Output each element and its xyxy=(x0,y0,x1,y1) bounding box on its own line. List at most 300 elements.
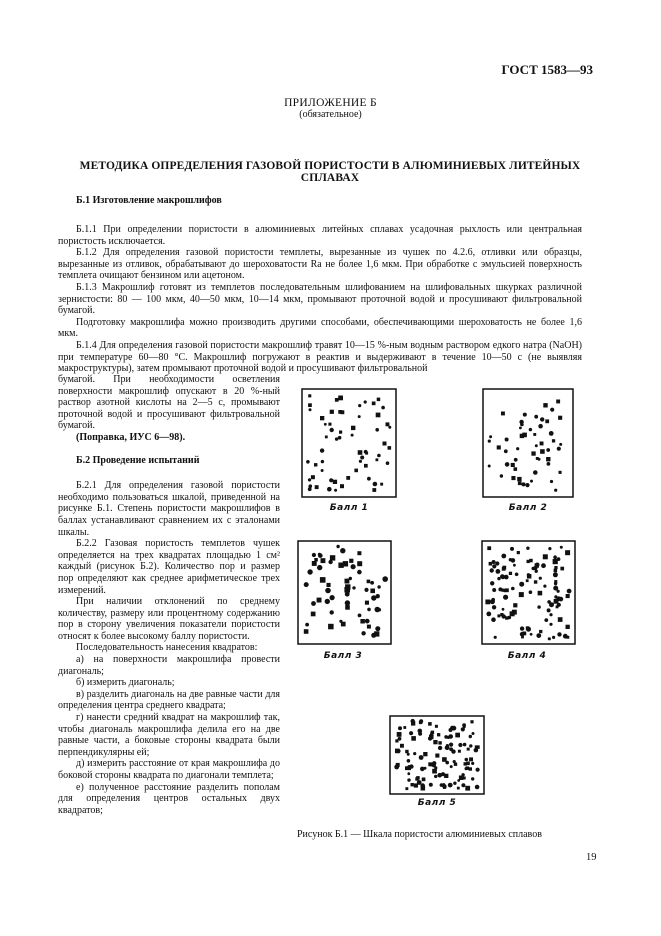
pore-mark xyxy=(371,633,376,638)
pore-mark xyxy=(519,427,522,430)
pore-mark xyxy=(501,412,505,416)
pore-mark xyxy=(418,729,423,734)
pore-mark xyxy=(445,745,450,750)
pore-mark xyxy=(330,555,335,560)
paragraph-b2-4: Последовательность нанесения квадратов: xyxy=(76,642,258,654)
pore-mark xyxy=(437,733,440,736)
pore-mark xyxy=(433,740,437,744)
pore-mark xyxy=(377,585,380,588)
pore-mark xyxy=(500,474,503,477)
pore-mark xyxy=(511,558,516,563)
pore-mark xyxy=(357,551,361,555)
porosity-square-1 xyxy=(301,388,397,498)
pore-mark xyxy=(540,417,544,421)
paragraph-b1-2: Б.1.2 Для определения газовой пористости темплеты, вырезанные из чушек по 4.2.6, отливки или образцы, вырезанные из отливок, обрабатывают до шероховатости Ra не более 1,6 мкм. При обработке с эмульсией поверхность темплета очищают бензином или ацетоном. xyxy=(58,247,582,282)
porosity-label-5: Балл 5 xyxy=(417,798,457,808)
pore-mark xyxy=(351,434,354,437)
pore-mark xyxy=(420,767,425,772)
pore-mark xyxy=(358,415,361,418)
pore-mark xyxy=(304,582,309,587)
pore-mark xyxy=(367,608,371,612)
pore-mark xyxy=(503,595,508,600)
pore-mark xyxy=(526,579,529,582)
porosity-sample-3 xyxy=(297,540,392,645)
page-number: 19 xyxy=(586,852,597,863)
pore-mark xyxy=(437,773,442,778)
pore-mark xyxy=(492,588,496,592)
pore-mark xyxy=(457,787,460,790)
pore-mark xyxy=(345,592,350,597)
pore-mark xyxy=(339,431,342,434)
pore-mark xyxy=(320,577,326,583)
pore-mark xyxy=(377,454,381,458)
pore-mark xyxy=(492,564,496,568)
pore-mark xyxy=(376,413,381,418)
pore-mark xyxy=(432,763,436,767)
pore-mark xyxy=(398,726,402,730)
pore-mark xyxy=(465,758,469,762)
porosity-sample-1 xyxy=(301,388,397,498)
pore-mark xyxy=(523,413,527,417)
pore-mark xyxy=(520,423,524,427)
pore-mark xyxy=(438,746,442,750)
pore-mark xyxy=(430,731,433,734)
pore-mark xyxy=(357,570,362,575)
pore-mark xyxy=(345,579,350,584)
pore-mark xyxy=(455,733,460,738)
pore-mark xyxy=(345,600,350,605)
pore-mark xyxy=(466,766,470,770)
pore-mark xyxy=(411,721,415,725)
pore-mark xyxy=(343,561,348,566)
paragraph-b1-3: Б.1.3 Макрошлиф готовят из темплетов последовательным шлифованием на шлифовальных шкурках различной зернистости: 80 — 100 мкм, 40—50 мкм, 10—14 мкм, промывают проточной водой и просушивают фильтровальной бумагой. xyxy=(58,281,582,317)
pore-mark xyxy=(553,555,557,559)
porosity-square-3 xyxy=(297,540,392,645)
pore-mark xyxy=(500,574,504,578)
document-title: МЕТОДИКА ОПРЕДЕЛЕНИЯ ГАЗОВОЙ ПОРИСТОСТИ В АЛЮМИНИЕВЫХ ЛИТЕЙНЫХ СПЛАВАХ xyxy=(79,160,581,184)
pore-mark xyxy=(403,726,406,729)
pore-mark xyxy=(492,560,496,564)
pore-mark xyxy=(338,396,343,401)
pore-mark xyxy=(501,554,506,559)
pore-mark xyxy=(503,589,507,593)
pore-mark xyxy=(340,548,345,553)
pore-mark xyxy=(548,637,551,640)
pore-mark xyxy=(338,436,342,440)
pore-mark xyxy=(471,762,474,765)
paragraph-b2-2: Б.2.2 Газовая пористость темплетов чушек определяется на трех квадратах площадью 1 см² каждый (рисунок Б.2). Количество пор и размер пор определяют как среднее арифметическое трех измерений. xyxy=(58,538,280,596)
pore-mark xyxy=(565,550,570,555)
pore-mark xyxy=(469,757,473,761)
pore-mark xyxy=(308,478,311,481)
pore-mark xyxy=(554,599,559,604)
pore-mark xyxy=(534,415,538,419)
pore-mark xyxy=(352,586,355,589)
pore-mark xyxy=(442,757,447,762)
pore-mark xyxy=(497,445,501,449)
pore-mark xyxy=(367,580,371,584)
pore-mark xyxy=(349,559,353,563)
porosity-sample-4 xyxy=(481,540,576,645)
pore-mark xyxy=(526,626,530,630)
pore-mark xyxy=(489,562,493,566)
pore-mark xyxy=(476,768,480,772)
pore-mark xyxy=(502,567,506,571)
appendix-title: ПРИЛОЖЕНИЕ Б xyxy=(284,97,377,109)
pore-mark xyxy=(563,634,568,639)
pore-mark xyxy=(491,617,496,622)
pore-mark xyxy=(470,720,473,723)
pore-mark xyxy=(538,424,543,429)
pore-mark xyxy=(516,447,519,450)
pore-mark xyxy=(371,595,376,600)
pore-mark xyxy=(407,765,411,769)
pore-mark xyxy=(435,754,439,758)
pore-mark xyxy=(381,406,385,410)
pore-mark xyxy=(324,423,327,426)
pore-mark xyxy=(458,750,461,753)
pore-mark xyxy=(510,547,514,551)
pore-mark xyxy=(535,444,538,447)
pore-mark xyxy=(550,408,554,412)
pore-mark xyxy=(327,487,332,492)
pore-mark xyxy=(328,560,332,564)
pore-mark xyxy=(312,561,317,566)
pore-mark xyxy=(533,566,537,570)
pore-mark xyxy=(498,587,502,591)
pore-mark xyxy=(549,623,552,626)
pore-mark xyxy=(502,608,505,611)
pore-mark xyxy=(467,748,470,751)
pore-mark xyxy=(549,613,552,616)
pore-mark xyxy=(511,476,515,480)
pore-mark xyxy=(444,774,448,778)
pore-mark xyxy=(545,419,549,423)
pore-mark xyxy=(511,463,515,467)
pore-mark xyxy=(464,762,467,765)
pore-mark xyxy=(434,775,437,778)
pore-mark xyxy=(536,633,541,638)
pore-mark xyxy=(376,458,379,461)
porosity-square-4 xyxy=(481,540,576,645)
pore-mark xyxy=(419,755,424,760)
pore-mark xyxy=(511,587,515,591)
pore-mark xyxy=(505,462,510,467)
pore-mark xyxy=(520,632,525,637)
paragraph-b1-5: Б.1.4 Для определения газовой пористости макрошлиф травят 10—15 %-ным водным раствором едкого натра (NaOH) при температуре 60—80 °С. Макрошлиф погружают в реактив и выдерживают в течение 10—50 с (не выявляя макроструктуры), затем промывают проточной водой и просушивают фильтровальной xyxy=(58,339,582,375)
pore-mark xyxy=(552,636,555,639)
pore-mark xyxy=(529,590,533,594)
pore-mark xyxy=(409,731,413,735)
pore-mark xyxy=(557,632,561,636)
pore-mark xyxy=(554,580,557,583)
pore-mark xyxy=(336,545,339,548)
pore-mark xyxy=(457,779,460,782)
pore-mark xyxy=(354,469,358,473)
pore-mark xyxy=(554,569,558,573)
pore-mark xyxy=(449,747,453,751)
pore-mark xyxy=(450,765,453,768)
pore-mark xyxy=(558,617,563,622)
pore-mark xyxy=(345,605,350,610)
pore-mark xyxy=(314,463,317,466)
pore-mark xyxy=(489,435,492,438)
pore-mark xyxy=(491,598,495,602)
pore-mark xyxy=(415,777,418,780)
list-item-d: д) измерить расстояние от края макрошлифа до боковой стороны квадрата по диагонали темплета; xyxy=(58,758,280,781)
pore-mark xyxy=(346,476,350,480)
pore-mark xyxy=(364,400,367,403)
pore-mark xyxy=(541,563,546,568)
pore-mark xyxy=(537,605,540,608)
pore-mark xyxy=(487,546,491,550)
section-b1-heading: Б.1 Изготовление макрошлифов xyxy=(76,195,222,206)
pore-mark xyxy=(320,448,324,452)
pore-mark xyxy=(549,602,554,607)
pore-mark xyxy=(557,447,561,451)
pore-mark xyxy=(444,735,448,739)
pore-mark xyxy=(411,736,416,741)
pore-mark xyxy=(546,457,550,461)
pore-mark xyxy=(304,629,309,634)
pore-mark xyxy=(328,423,331,426)
pore-mark xyxy=(462,776,465,779)
pore-mark xyxy=(341,622,346,627)
pore-mark xyxy=(308,487,312,491)
list-item-b: б) измерить диагональ; xyxy=(76,677,175,689)
pore-mark xyxy=(475,785,480,790)
pore-mark xyxy=(311,475,315,479)
pore-mark xyxy=(557,557,561,561)
pore-mark xyxy=(474,748,479,753)
amendment-note: (Поправка, ИУС 6—98). xyxy=(76,431,186,443)
figure-caption: Рисунок Б.1 — Шкала пористости алюминиевых сплавов xyxy=(297,829,542,840)
pore-mark xyxy=(411,783,414,786)
pore-mark xyxy=(360,456,364,460)
pore-mark xyxy=(309,408,312,411)
pore-mark xyxy=(539,630,542,633)
pore-mark xyxy=(450,726,454,730)
pore-mark xyxy=(558,597,563,602)
pore-mark xyxy=(515,573,519,577)
pore-mark xyxy=(357,561,362,566)
pore-mark xyxy=(505,438,509,442)
pore-mark xyxy=(566,625,570,629)
porosity-label-3: Балл 3 xyxy=(323,651,363,661)
pore-mark xyxy=(519,582,524,587)
pore-mark xyxy=(358,404,361,407)
paragraph-b2-3: При наличии отклонений по среднему количеству, размеру или процентному содержанию пор в сторону увеличения показатели пористости относят к более высокому баллу пористости. xyxy=(58,596,280,642)
pore-mark xyxy=(334,489,337,492)
pore-mark xyxy=(461,783,465,787)
pore-mark xyxy=(312,553,316,557)
pore-mark xyxy=(367,625,371,629)
pore-mark xyxy=(308,394,311,397)
pore-mark xyxy=(512,610,517,615)
pore-mark xyxy=(540,449,545,454)
pore-mark xyxy=(400,744,404,748)
section-b1-body xyxy=(58,224,582,375)
standard-code: ГОСТ 1583—93 xyxy=(501,62,593,77)
pore-mark xyxy=(538,458,541,461)
pore-mark xyxy=(488,440,491,443)
pore-mark xyxy=(407,753,410,756)
pore-mark xyxy=(317,565,322,570)
pore-mark xyxy=(544,618,548,622)
pore-mark xyxy=(556,400,560,404)
pore-mark xyxy=(407,759,411,763)
pore-mark xyxy=(448,734,453,739)
pore-mark xyxy=(335,437,338,440)
pore-mark xyxy=(540,442,544,446)
pore-mark xyxy=(349,577,352,580)
pore-mark xyxy=(340,484,344,488)
pore-mark xyxy=(308,403,312,407)
pore-mark xyxy=(502,614,506,618)
pore-mark xyxy=(413,752,416,755)
pore-mark xyxy=(517,477,521,481)
pore-mark xyxy=(327,583,331,587)
pore-mark xyxy=(504,575,509,580)
porosity-sample-5 xyxy=(389,715,485,795)
pore-mark xyxy=(375,626,380,631)
pore-mark xyxy=(488,465,491,468)
pore-mark xyxy=(527,574,532,579)
porosity-label-4: Балл 4 xyxy=(507,651,547,661)
pore-mark xyxy=(558,416,562,420)
pore-mark xyxy=(314,558,318,562)
pore-mark xyxy=(538,591,543,596)
pore-mark xyxy=(330,428,334,432)
pore-mark xyxy=(453,782,456,785)
pore-mark xyxy=(553,586,558,591)
pore-mark xyxy=(533,433,536,436)
pore-mark xyxy=(335,398,339,402)
pore-mark xyxy=(509,572,512,575)
pore-mark xyxy=(321,558,326,563)
pore-mark xyxy=(307,569,312,574)
paragraph-b1-1: Б.1.1 При определении пористости в алюминиевых литейных сплавах усадочная рыхлость или центральная пористость исключается. xyxy=(58,224,582,247)
pore-mark xyxy=(514,458,518,462)
pore-mark xyxy=(429,735,434,740)
left-column xyxy=(58,374,280,816)
pore-mark xyxy=(547,608,551,612)
pore-mark xyxy=(397,732,402,737)
pore-mark xyxy=(492,605,496,609)
pore-mark xyxy=(520,434,524,438)
pore-mark xyxy=(330,595,335,600)
paragraph-b1-4: Подготовку макрошлифа можно производить другими способами, обеспечивающими шероховатость не более 1,6 мкм. xyxy=(58,316,582,340)
porosity-sample-2 xyxy=(482,388,574,498)
pore-mark xyxy=(317,598,322,603)
pore-mark xyxy=(448,783,453,788)
pore-mark xyxy=(396,763,400,767)
porosity-label-2: Балл 2 xyxy=(508,503,548,513)
pore-mark xyxy=(344,587,350,593)
pore-mark xyxy=(311,612,316,617)
pore-mark xyxy=(386,461,390,465)
list-item-g: г) нанести средний квадрат на макрошлиф так, чтобы диагональ макрошлифа делила его на две равные части, а боковые стороны квадрата были перпендикулярны ей; xyxy=(58,712,280,758)
pore-mark xyxy=(471,777,474,780)
pore-mark xyxy=(395,739,398,742)
pore-mark xyxy=(547,462,551,466)
pore-mark xyxy=(330,410,334,414)
pore-mark xyxy=(560,567,564,571)
pore-mark xyxy=(449,743,453,747)
pore-mark xyxy=(372,402,376,406)
pore-mark xyxy=(560,546,563,549)
pore-mark xyxy=(364,450,368,454)
pore-mark xyxy=(388,426,391,429)
pore-mark xyxy=(549,431,554,436)
pore-mark xyxy=(407,778,410,781)
pore-mark xyxy=(329,478,333,482)
pore-mark xyxy=(358,450,363,455)
pore-mark xyxy=(513,564,516,567)
paragraph-b2-1: Б.2.1 Для определения газовой пористости необходимо пользоваться шкалой, приведенной на рисунке Б.1. Степень пористости макрошлифов в баллах устанавливают сравнением их с эталонами шкалы. xyxy=(58,480,280,538)
pore-mark xyxy=(432,769,437,774)
pore-mark xyxy=(534,580,537,583)
pore-mark xyxy=(520,626,524,630)
pore-mark xyxy=(518,481,522,485)
pore-mark xyxy=(373,482,378,487)
pore-mark xyxy=(419,719,423,723)
pore-mark xyxy=(428,722,432,726)
list-item-e: е) полученное расстояние разделить пополам для определения центров остальных двух квадратов; xyxy=(58,781,280,816)
pore-mark xyxy=(548,547,551,550)
pore-mark xyxy=(531,451,535,455)
pore-mark xyxy=(463,726,466,729)
pore-mark xyxy=(388,446,392,450)
pore-mark xyxy=(328,624,334,630)
pore-mark xyxy=(525,483,529,487)
pore-mark xyxy=(529,428,532,431)
pore-mark xyxy=(321,460,324,463)
pore-mark xyxy=(305,623,309,627)
pore-mark xyxy=(527,560,530,563)
pore-mark xyxy=(438,741,441,744)
pore-mark xyxy=(423,752,427,756)
pore-mark xyxy=(370,589,375,594)
pore-mark xyxy=(435,725,438,728)
pore-mark xyxy=(383,442,387,446)
section-b2-heading: Б.2 Проведение испытаний xyxy=(76,454,200,466)
paragraph-b1-5-continued: бумагой. При необходимости осветления поверхности макрошлиф опускают в 20 %-ный раствор азотной кислоты на 2—5 с, промывают проточной водой и просушивают фильтровальной бумагой. xyxy=(58,374,280,432)
pore-mark xyxy=(553,572,558,577)
pore-mark xyxy=(556,605,559,608)
pore-mark xyxy=(567,589,572,594)
pore-mark xyxy=(517,551,520,554)
pore-mark xyxy=(380,483,383,486)
pore-mark xyxy=(382,576,388,582)
appendix-status: (обязательное) xyxy=(299,109,362,120)
pore-mark xyxy=(546,448,550,452)
pore-mark xyxy=(370,581,374,585)
porosity-square-5 xyxy=(389,715,485,795)
pore-mark xyxy=(320,416,324,420)
pore-mark xyxy=(539,577,542,580)
list-item-v: в) разделить диагональ на две равные части для определения центра среднего квадрата; xyxy=(58,688,280,712)
pore-mark xyxy=(378,608,381,611)
pore-mark xyxy=(361,631,365,635)
pore-mark xyxy=(490,568,494,572)
pore-mark xyxy=(552,439,555,442)
pore-mark xyxy=(465,786,470,791)
pore-mark xyxy=(407,772,410,775)
pore-mark xyxy=(359,460,362,463)
pore-mark xyxy=(351,426,355,430)
pore-mark xyxy=(550,480,553,483)
